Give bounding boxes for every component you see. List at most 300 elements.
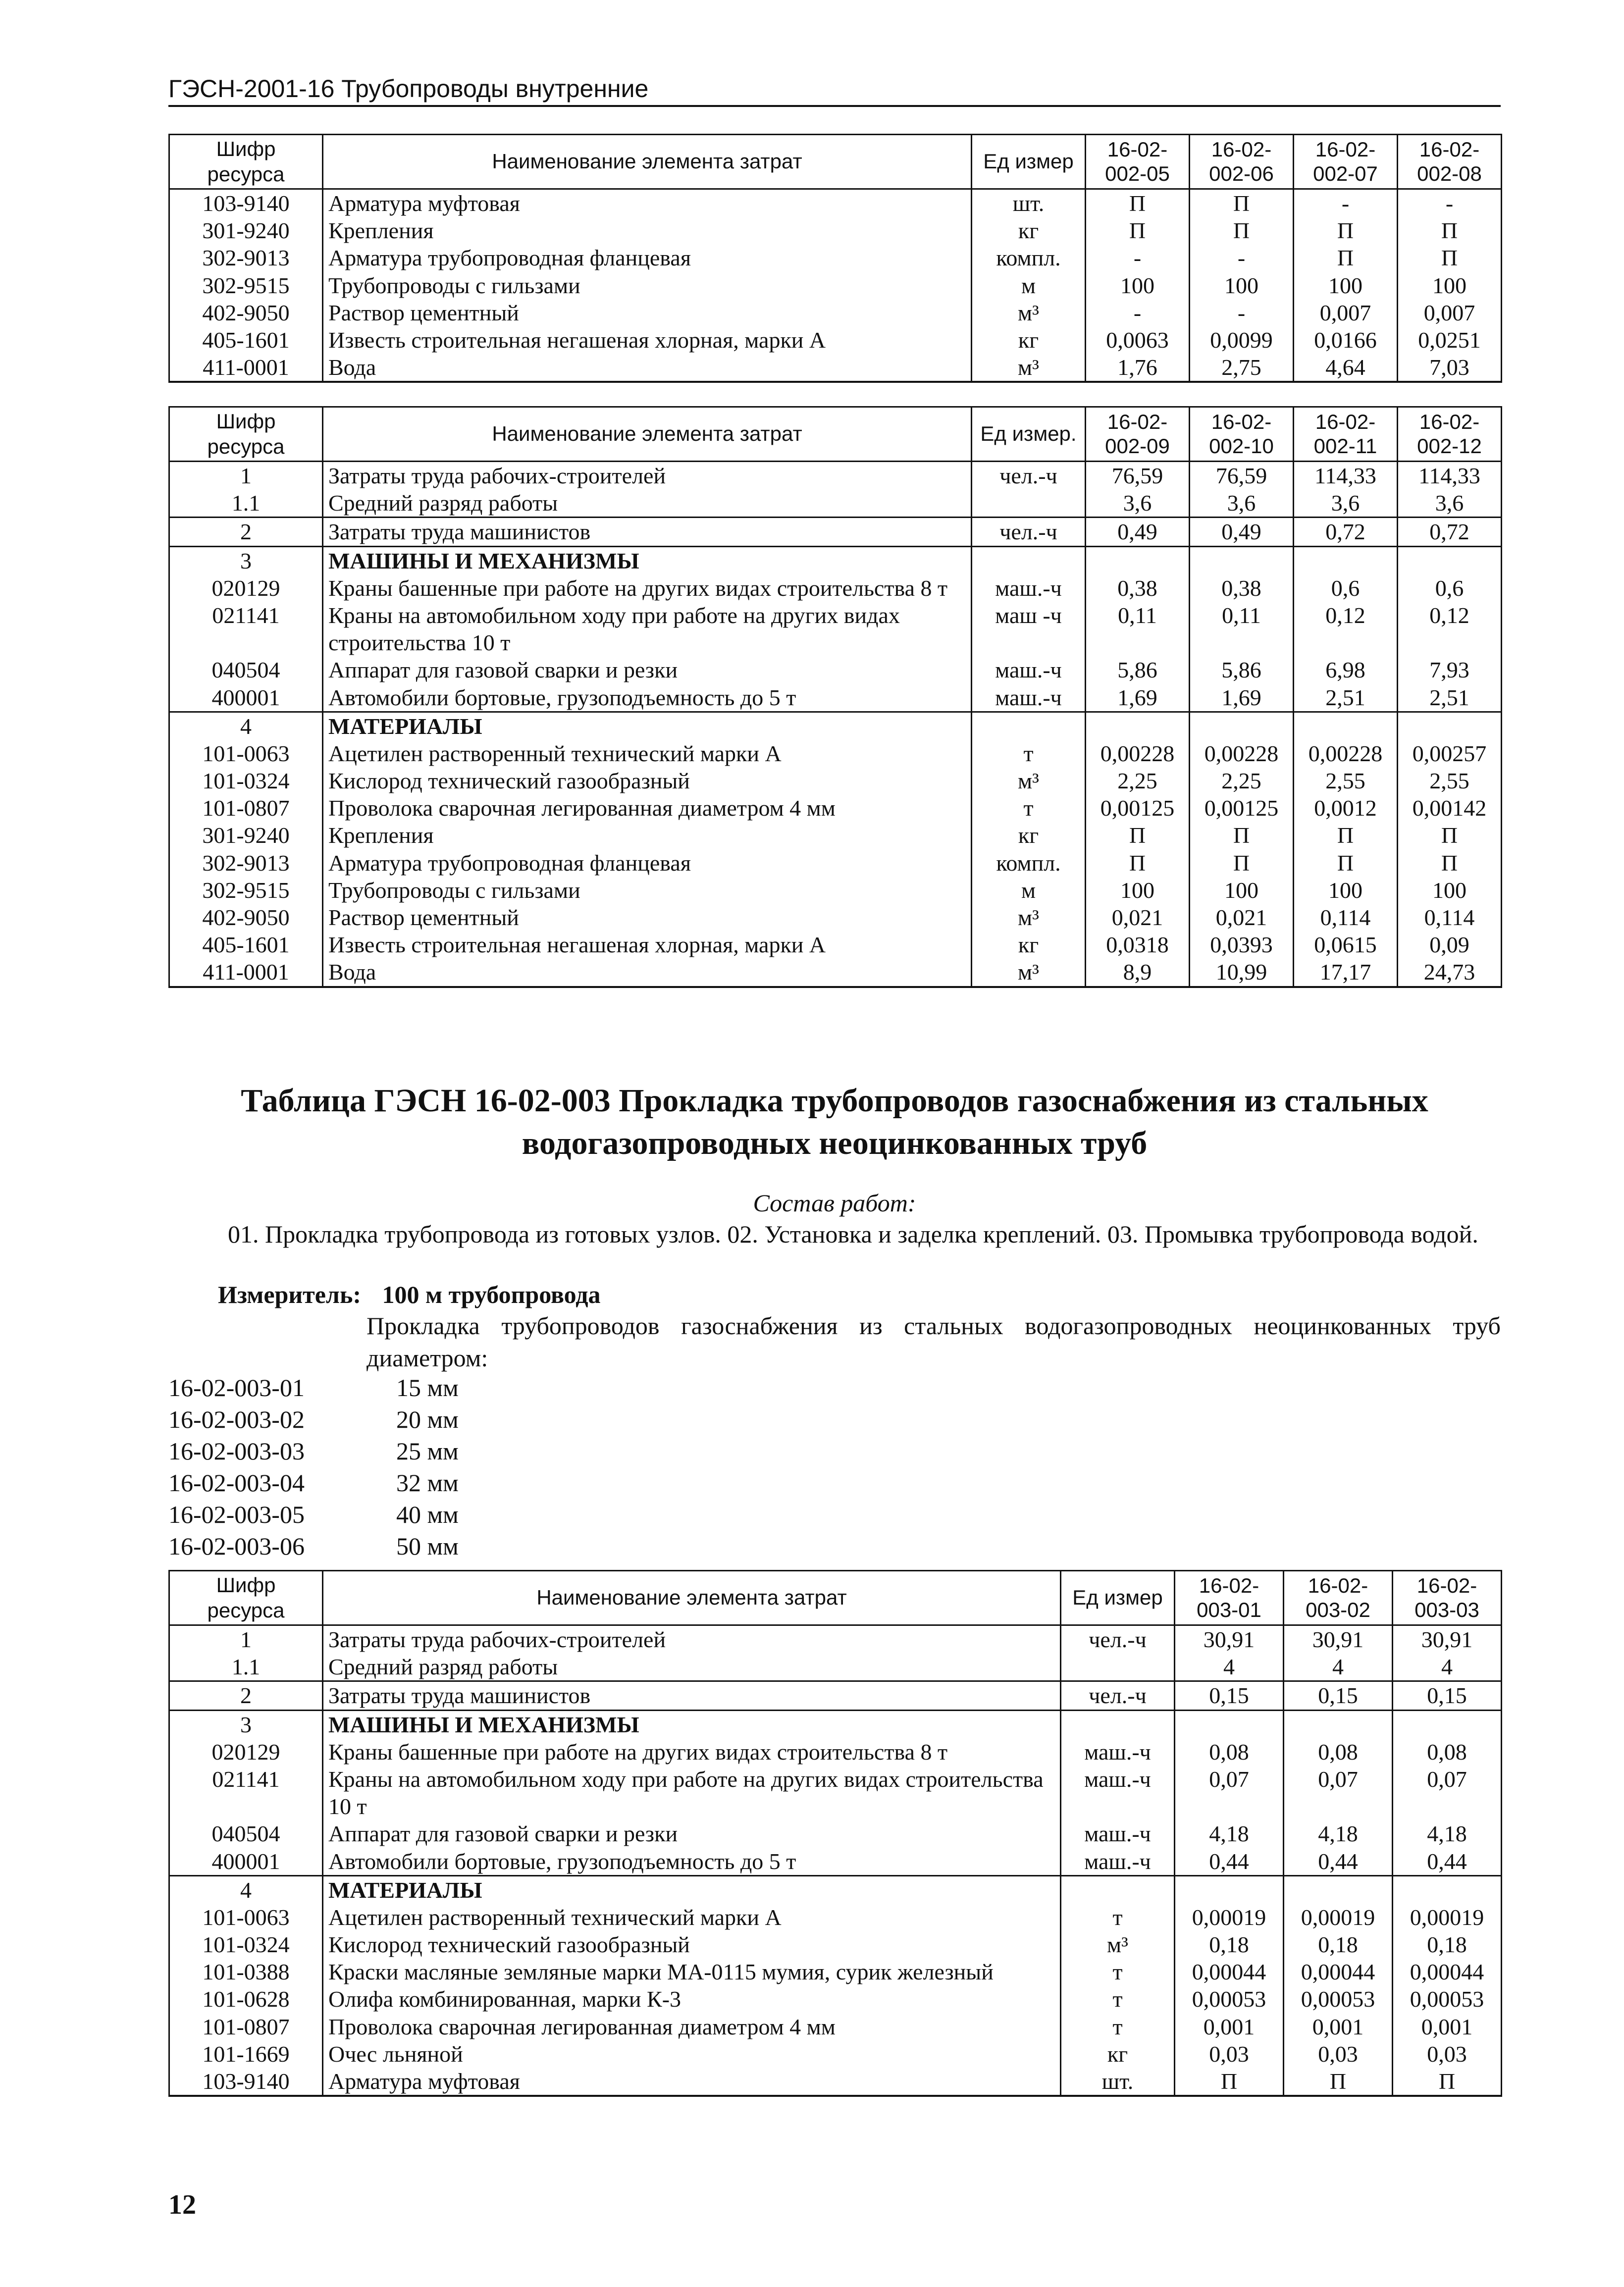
cost-element-name: Затраты труда рабочих-строителей [323,462,972,490]
unit: чел.-ч [972,462,1086,490]
norm-value: 0,44 [1284,1848,1393,1876]
norm-value: 0,18 [1393,1931,1502,1958]
resource-code: 405-1601 [169,326,323,354]
norm-value: 7,93 [1398,656,1502,683]
norm-value: П [1190,849,1294,877]
norm-value: 0,00228 [1086,740,1190,767]
code-row [168,1530,459,1562]
resource-code: 1.1 [169,1653,323,1681]
norm-value: 0,00125 [1190,794,1294,822]
cost-element-name: Автомобили бортовые, грузоподъемность до 5 т [323,684,972,712]
table-row [169,1848,1502,1876]
cost-element-name: МАШИНЫ И МЕХАНИЗМЫ [323,546,972,574]
norm-value: 2,55 [1294,767,1398,794]
table-row [169,1820,1502,1847]
cost-element-name: Автомобили бортовые, грузоподъемность до 5 т [323,1848,1061,1876]
norm-value: 2,75 [1190,354,1294,382]
column-header: Шифр ресурса [169,407,323,462]
cost-element-name: Ацетилен растворенный технический марки А [323,1904,1061,1931]
cost-element-name: МАШИНЫ И МЕХАНИЗМЫ [323,1710,1061,1738]
norm-value: 0,15 [1393,1681,1502,1710]
norm-value: 0,44 [1175,1848,1284,1876]
resource-table-1 [168,134,1502,383]
norm-value: П [1190,217,1294,244]
norm-value: 7,03 [1398,354,1502,382]
norm-value: 76,59 [1086,462,1190,490]
norm-value: 0,00044 [1175,1958,1284,1985]
unit [972,712,1086,740]
table-row [169,656,1502,683]
norm-value: 4,18 [1393,1820,1502,1847]
pipe-diameter: 32 мм [396,1469,459,1497]
unit: маш.-ч [972,656,1086,683]
resource-code: 400001 [169,684,323,712]
norm-value [1175,1875,1284,1904]
measure-value: 100 м трубопровода [382,1281,601,1308]
norm-value: 0,72 [1294,518,1398,546]
unit: т [1061,1958,1175,1985]
norm-value: 0,007 [1398,299,1502,326]
norm-value: 0,03 [1393,2040,1502,2068]
unit [972,546,1086,574]
unit: м [972,272,1086,299]
norm-value: П [1294,822,1398,849]
norm-value: 10,99 [1190,958,1294,987]
unit: маш.-ч [1061,1820,1175,1847]
column-header: 16-02- 003-02 [1284,1571,1393,1625]
norm-value: П [1398,217,1502,244]
norm-value: 0,18 [1284,1931,1393,1958]
norm-value: - [1190,244,1294,271]
code-list [168,1372,459,1562]
resource-code: 103-9140 [169,2068,323,2096]
norm-value: - [1398,189,1502,217]
norm-value: 3,6 [1294,489,1398,518]
cost-element-name: Известь строительная негашеная хлорная, марки А [323,931,972,958]
table-title: Таблица ГЭСН 16-02-003 Прокладка трубопроводов газоснабжения из стальных водогазопроводных неоцинкованных труб [241,1083,1428,1161]
norm-value: 0,00228 [1190,740,1294,767]
norm-value: 0,08 [1175,1738,1284,1766]
norm-value: П [1284,2068,1393,2096]
norm-value: 114,33 [1294,462,1398,490]
table-row [169,1931,1502,1958]
resource-code: 101-0807 [169,2013,323,2040]
norm-value: 2,25 [1086,767,1190,794]
norm-value: 0,114 [1294,904,1398,931]
norm-value: 0,03 [1284,2040,1393,2068]
table-row [169,1653,1502,1681]
norm-value: П [1086,822,1190,849]
norm-value: 24,73 [1398,958,1502,987]
measure-label: Измеритель: [218,1281,362,1308]
table-row [169,217,1502,244]
norm-value: 0,15 [1175,1681,1284,1710]
resource-table-3 [168,1570,1502,2097]
norm-value: 8,9 [1086,958,1190,987]
cost-element-name: Арматура муфтовая [323,189,972,217]
norm-value: 30,91 [1284,1625,1393,1654]
unit: т [972,794,1086,822]
unit: маш -ч [972,602,1086,656]
unit: м [972,877,1086,904]
norm-value: П [1398,244,1502,271]
table-row [169,299,1502,326]
column-header: Наименование элемента затрат [323,1571,1061,1625]
resource-code: 020129 [169,1738,323,1766]
norm-value: П [1175,2068,1284,2096]
resource-code: 411-0001 [169,958,323,987]
norm-value: 0,07 [1284,1766,1393,1820]
norm-value: 4,18 [1175,1820,1284,1847]
norm-value [1393,1875,1502,1904]
table-row [169,877,1502,904]
norm-value: 0,44 [1393,1848,1502,1876]
norm-value [1190,712,1294,740]
norm-value [1294,546,1398,574]
cost-element-name: Аппарат для газовой сварки и резки [323,656,972,683]
pipe-diameter: 20 мм [396,1405,459,1433]
norm-value: 4 [1393,1653,1502,1681]
norm-value: 0,03 [1175,2040,1284,2068]
table-row [169,740,1502,767]
norm-value: 0,0393 [1190,931,1294,958]
norm-value: 3,6 [1086,489,1190,518]
norm-value: 0,38 [1190,574,1294,602]
norm-value: П [1086,217,1190,244]
norm-value [1284,1710,1393,1738]
unit: кг [972,326,1086,354]
norm-value: 0,001 [1284,2013,1393,2040]
resource-code: 101-0324 [169,1931,323,1958]
norm-value: 0,00019 [1393,1904,1502,1931]
table-row [169,489,1502,518]
table-row [169,518,1502,546]
norm-code: 16-02-003-06 [168,1532,305,1560]
norm-value [1294,712,1398,740]
unit: м³ [972,299,1086,326]
column-header: Шифр ресурса [169,1571,323,1625]
norm-value: 0,0063 [1086,326,1190,354]
norm-value: П [1398,849,1502,877]
cost-element-name: Известь строительная негашеная хлорная, марки А [323,326,972,354]
table-row [169,1738,1502,1766]
column-header: 16-02- 002-07 [1294,135,1398,189]
norm-value: 4 [1175,1653,1284,1681]
resource-code: 3 [169,546,323,574]
norm-value: 100 [1086,877,1190,904]
resource-table-2 [168,406,1502,988]
norm-value: 100 [1190,272,1294,299]
unit: шт. [972,189,1086,217]
resource-code: 4 [169,1875,323,1904]
unit: м³ [972,767,1086,794]
table-row [169,794,1502,822]
norm-value: 0,07 [1393,1766,1502,1820]
resource-code: 103-9140 [169,189,323,217]
cost-element-name: Трубопроводы с гильзами [323,877,972,904]
norm-value: 0,6 [1398,574,1502,602]
cost-element-name: Краны башенные при работе на других видах строительства 8 т [323,574,972,602]
column-header: 16-02- 002-06 [1190,135,1294,189]
resource-code: 4 [169,712,323,740]
cost-element-name: Арматура трубопроводная фланцевая [323,849,972,877]
table-row [169,2040,1502,2068]
unit: маш.-ч [1061,1738,1175,1766]
norm-value: 5,86 [1190,656,1294,683]
norm-value: 0,0251 [1398,326,1502,354]
unit: маш.-ч [1061,1766,1175,1820]
cost-element-name: Проволока сварочная легированная диаметром 4 мм [323,2013,1061,2040]
cost-element-name: Краны на автомобильном ходу при работе на других видах строительства 10 т [323,1766,1061,1820]
column-header: 16-02- 002-10 [1190,407,1294,462]
cost-element-name: Ацетилен растворенный технический марки А [323,740,972,767]
table-row [169,574,1502,602]
norm-value: 0,11 [1086,602,1190,656]
unit [1061,1653,1175,1681]
resource-code: 1 [169,462,323,490]
norm-value: П [1294,244,1398,271]
cost-element-name: Очес льняной [323,2040,1061,2068]
norm-value: 0,001 [1393,2013,1502,2040]
table-row [169,462,1502,490]
unit: м³ [972,354,1086,382]
norm-value [1398,546,1502,574]
norm-value: 1,76 [1086,354,1190,382]
code-row [168,1403,459,1435]
table-row [169,1625,1502,1654]
code-row [168,1499,459,1530]
norm-value: 0,0099 [1190,326,1294,354]
resource-code: 021141 [169,602,323,656]
table-row [169,1766,1502,1820]
norm-value: 2,51 [1398,684,1502,712]
norm-value: 0,12 [1398,602,1502,656]
norm-value: П [1190,822,1294,849]
norm-value: - [1190,299,1294,326]
cost-element-name: Раствор цементный [323,904,972,931]
norm-value [1190,546,1294,574]
norm-value: 0,00019 [1175,1904,1284,1931]
code-row [168,1435,459,1467]
norm-value: 0,00228 [1294,740,1398,767]
norm-value: 0,72 [1398,518,1502,546]
resource-code: 040504 [169,1820,323,1847]
table-row [169,2068,1502,2096]
norm-value: 1,69 [1190,684,1294,712]
norm-value: 4,18 [1284,1820,1393,1847]
table-row [169,272,1502,299]
unit: чел.-ч [972,518,1086,546]
norm-value: 100 [1294,877,1398,904]
table-row [169,1875,1502,1904]
pipe-diameter: 25 мм [396,1437,459,1465]
norm-value: 114,33 [1398,462,1502,490]
norm-value: 0,00019 [1284,1904,1393,1931]
resource-code: 101-0063 [169,1904,323,1931]
norm-value: 0,12 [1294,602,1398,656]
table-row [169,958,1502,987]
norm-value: 0,021 [1190,904,1294,931]
norm-value: 76,59 [1190,462,1294,490]
norm-code: 16-02-003-04 [168,1469,305,1497]
unit: кг [972,822,1086,849]
cost-element-name: Затраты труда машинистов [323,1681,1061,1710]
resource-code: 2 [169,1681,323,1710]
table-row [169,712,1502,740]
cost-element-name: Краны на автомобильном ходу при работе на других видах строительства 10 т [323,602,972,656]
column-header: 16-02- 002-12 [1398,407,1502,462]
cost-element-name: Краски масляные земляные марки МА-0115 мумия, сурик железный [323,1958,1061,1985]
cost-element-name: Раствор цементный [323,299,972,326]
table-row [169,1985,1502,2013]
unit: чел.-ч [1061,1625,1175,1654]
resource-code: 2 [169,518,323,546]
resource-code: 101-0324 [169,767,323,794]
unit: т [1061,1985,1175,2013]
unit: т [1061,1904,1175,1931]
table-row [169,602,1502,656]
norm-value: - [1294,189,1398,217]
norm-value: П [1294,849,1398,877]
unit: м³ [972,958,1086,987]
norm-value [1086,712,1190,740]
norm-value: 3,6 [1398,489,1502,518]
column-header: 16-02- 002-09 [1086,407,1190,462]
unit [1061,1710,1175,1738]
resource-code: 1.1 [169,489,323,518]
table-row [169,904,1502,931]
norm-value: П [1086,189,1190,217]
table-row [169,931,1502,958]
cost-element-name: Трубопроводы с гильзами [323,272,972,299]
norm-value: 6,98 [1294,656,1398,683]
norm-value: 0,49 [1190,518,1294,546]
cost-element-name: Арматура муфтовая [323,2068,1061,2096]
resource-code: 302-9515 [169,272,323,299]
norm-value: 0,00053 [1175,1985,1284,2013]
resource-code: 021141 [169,1766,323,1820]
table-row [169,1904,1502,1931]
resource-code: 3 [169,1710,323,1738]
table-row [169,2013,1502,2040]
cost-element-name: Олифа комбинированная, марки К-3 [323,1985,1061,2013]
table-row [169,849,1502,877]
resource-code: 302-9515 [169,877,323,904]
norm-value [1284,1875,1393,1904]
resource-code: 402-9050 [169,904,323,931]
resource-code: 101-0063 [169,740,323,767]
norm-value: 4,64 [1294,354,1398,382]
norm-value: 100 [1398,272,1502,299]
page-number: 12 [168,2189,196,2220]
norm-value: - [1086,299,1190,326]
norm-value: П [1393,2068,1502,2096]
norm-value: 0,0012 [1294,794,1398,822]
resource-code: 101-0388 [169,1958,323,1985]
norm-value: П [1398,822,1502,849]
resource-code: 402-9050 [169,299,323,326]
norm-value: 4 [1284,1653,1393,1681]
resource-code: 040504 [169,656,323,683]
resource-code: 101-0628 [169,1985,323,2013]
norm-value: 0,15 [1284,1681,1393,1710]
norm-value: 30,91 [1175,1625,1284,1654]
table-row [169,189,1502,217]
cost-element-name: Затраты труда машинистов [323,518,972,546]
table-row [169,244,1502,271]
norm-value: 2,51 [1294,684,1398,712]
measure [218,1280,601,1309]
norm-value: П [1190,189,1294,217]
norm-value: 0,09 [1398,931,1502,958]
unit: кг [972,217,1086,244]
resource-code: 1 [169,1625,323,1654]
column-header: 16-02- 003-03 [1393,1571,1502,1625]
work-composition-title: Состав работ: [753,1189,916,1217]
norm-code: 16-02-003-05 [168,1501,305,1528]
norm-code: 16-02-003-01 [168,1374,305,1402]
norm-value: 100 [1398,877,1502,904]
cost-element-name: Кислород технический газообразный [323,767,972,794]
table-row [169,1710,1502,1738]
norm-value: 0,6 [1294,574,1398,602]
norm-value: 0,0615 [1294,931,1398,958]
column-header: 16-02- 002-08 [1398,135,1502,189]
unit: маш.-ч [1061,1848,1175,1876]
norm-value: 0,08 [1393,1738,1502,1766]
table-row [169,1958,1502,1985]
norm-code: 16-02-003-03 [168,1437,305,1465]
cost-element-name: Кислород технический газообразный [323,1931,1061,1958]
code-row [168,1467,459,1499]
norm-value: 17,17 [1294,958,1398,987]
resource-code: 101-1669 [169,2040,323,2068]
norm-value: 0,0166 [1294,326,1398,354]
page-header: ГЭСН-2001-16 Трубопроводы внутренние [168,74,1501,107]
pipe-diameter: 15 мм [396,1374,459,1402]
unit: т [972,740,1086,767]
norm-code: 16-02-003-02 [168,1405,305,1433]
norm-value [1398,712,1502,740]
cost-element-name: МАТЕРИАЛЫ [323,1875,1061,1904]
pipe-diameter: 50 мм [396,1532,459,1560]
table-row [169,326,1502,354]
unit: чел.-ч [1061,1681,1175,1710]
norm-value: 2,25 [1190,767,1294,794]
cost-element-name: Арматура трубопроводная фланцевая [323,244,972,271]
table-row [169,684,1502,712]
unit: кг [972,931,1086,958]
norm-value: 0,00044 [1393,1958,1502,1985]
column-header: Наименование элемента затрат [323,135,972,189]
resource-code: 020129 [169,574,323,602]
norm-value: 0,007 [1294,299,1398,326]
table-row [169,546,1502,574]
column-header: 16-02- 003-01 [1175,1571,1284,1625]
cost-element-name: Краны башенные при работе на других видах строительства 8 т [323,1738,1061,1766]
norm-value [1393,1710,1502,1738]
table-row [169,767,1502,794]
cost-element-name: Крепления [323,217,972,244]
norm-value: 0,00044 [1284,1958,1393,1985]
norm-value: 0,11 [1190,602,1294,656]
norm-value: 0,00125 [1086,794,1190,822]
column-header: Наименование элемента затрат [323,407,972,462]
norm-value [1086,546,1190,574]
resource-code: 302-9013 [169,244,323,271]
norm-value: 0,00257 [1398,740,1502,767]
cost-element-name: МАТЕРИАЛЫ [323,712,972,740]
